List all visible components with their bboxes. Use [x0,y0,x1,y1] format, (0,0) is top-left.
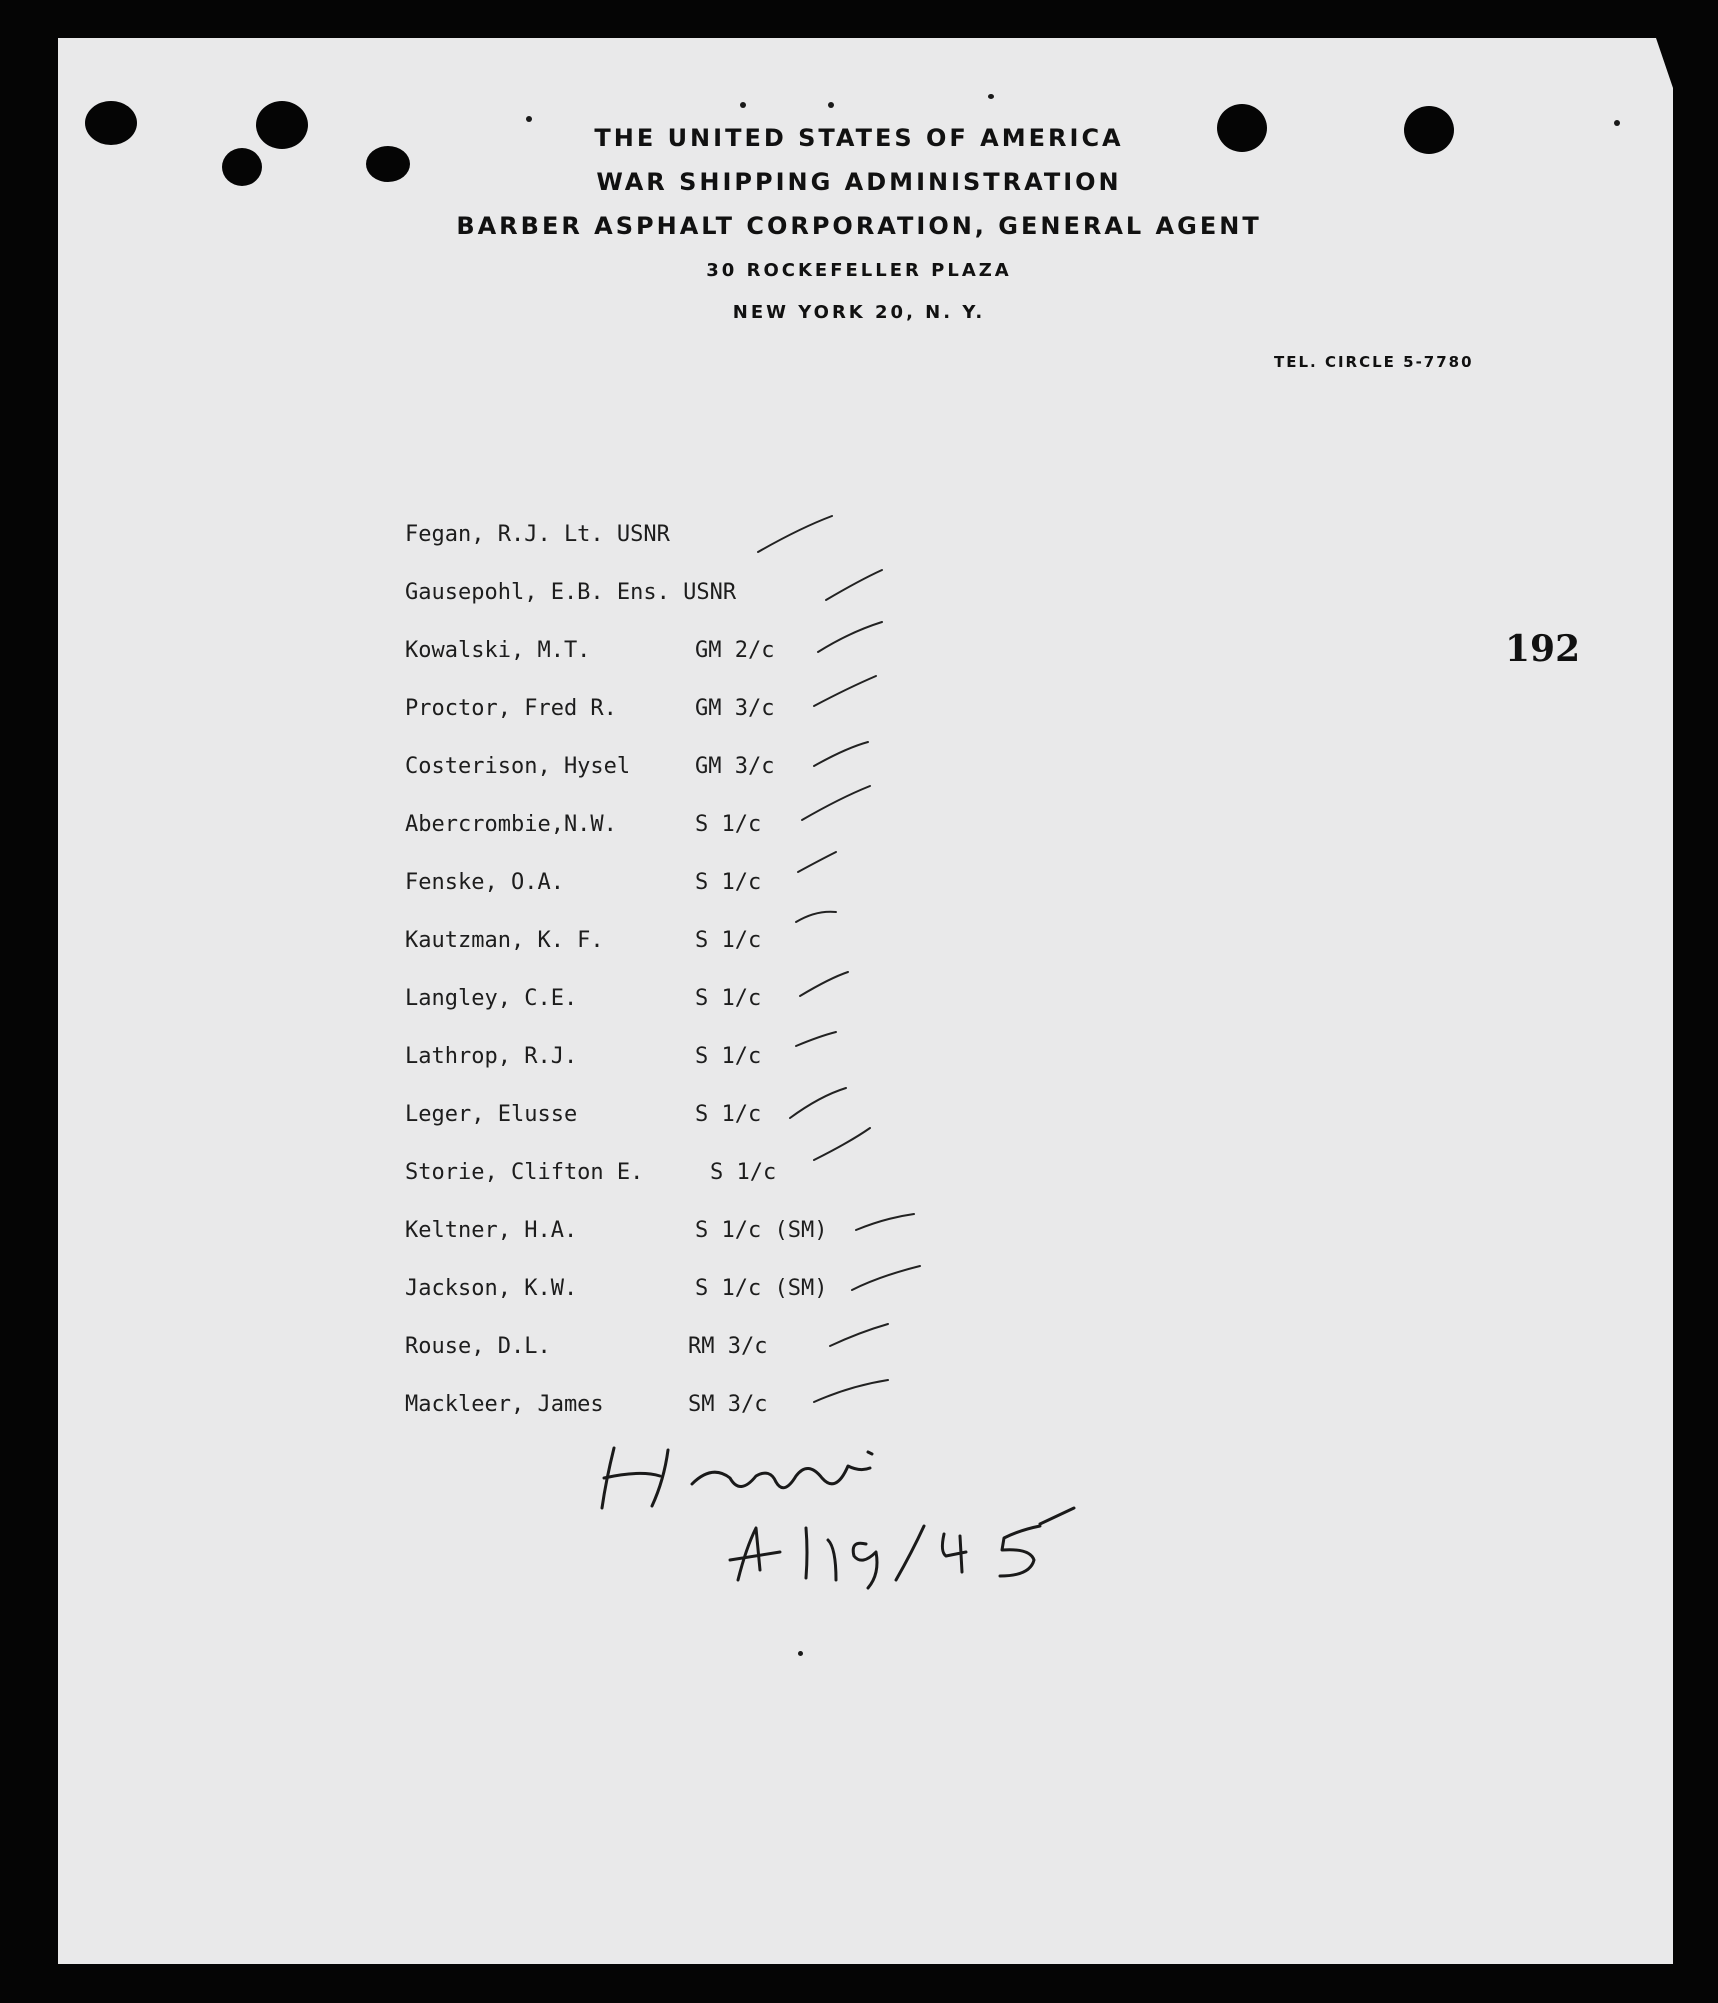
crew-row [405,754,905,812]
crew-list [405,522,905,1450]
crew-name: Gausepohl, E.B. Ens. USNR [405,580,737,605]
crew-row [405,580,905,638]
crew-row [405,928,905,986]
crew-name: Keltner, H.A. [405,1218,578,1243]
letterhead-line-2: WAR SHIPPING ADMINISTRATION [596,168,1122,196]
crew-name: Mackleer, James [405,1392,604,1417]
speck [740,102,746,108]
crew-name: Lathrop, R.J. [405,1044,578,1069]
crew-rating: S 1/c [695,1044,762,1069]
crew-name: Kautzman, K. F. [405,928,604,953]
crew-row [405,870,905,928]
letterhead-address: 30 ROCKEFELLER PLAZA [706,260,1012,281]
crew-rating: SM 3/c [688,1392,768,1417]
crew-name: Fenske, O.A. [405,870,564,895]
crew-row [405,522,905,580]
speck [828,102,834,108]
speck [798,1651,803,1656]
crew-rating: S 1/c [695,1102,762,1127]
crew-row [405,1102,905,1160]
letterhead-line-3: BARBER ASPHALT CORPORATION, GENERAL AGENT [456,212,1262,240]
crew-rating: S 1/c (SM) [695,1276,828,1301]
letterhead-line-1: THE UNITED STATES OF AMERICA [594,124,1124,152]
crew-row [405,1276,905,1334]
crew-name: Storie, Clifton E. [405,1160,644,1185]
crew-rating: RM 3/c [688,1334,768,1359]
crew-row [405,1160,905,1218]
crew-rating: GM 3/c [695,696,775,721]
telephone-number: TEL. CIRCLE 5-7780 [1274,353,1474,371]
crew-name: Jackson, K.W. [405,1276,578,1301]
crew-rating: S 1/c [695,986,762,1011]
crew-rating: S 1/c (SM) [695,1218,828,1243]
crew-rating: S 1/c [695,870,762,895]
crew-row [405,1218,905,1276]
crew-rating: GM 3/c [695,754,775,779]
crew-name: Fegan, R.J. Lt. USNR [405,522,670,547]
crew-row [405,1334,905,1392]
crew-name: Costerison, Hysel [405,754,631,779]
page-number: 192 [1505,628,1581,670]
crew-rating: GM 2/c [695,638,775,663]
crew-row [405,986,905,1044]
letterhead-city: NEW YORK 20, N. Y. [732,302,986,323]
crew-rating: S 1/c [695,928,762,953]
crew-rating: S 1/c [710,1160,777,1185]
crew-name: Kowalski, M.T. [405,638,591,663]
crew-row [405,638,905,696]
speck [526,116,532,122]
speck [988,94,994,99]
crew-name: Abercrombie,N.W. [405,812,617,837]
crew-name: Proctor, Fred R. [405,696,617,721]
crew-row [405,696,905,754]
crew-name: Leger, Elusse [405,1102,578,1127]
crew-rating: S 1/c [695,812,762,837]
crew-row [405,1044,905,1102]
crew-name: Langley, C.E. [405,986,578,1011]
crew-row [405,812,905,870]
crew-name: Rouse, D.L. [405,1334,551,1359]
crew-row [405,1392,905,1450]
